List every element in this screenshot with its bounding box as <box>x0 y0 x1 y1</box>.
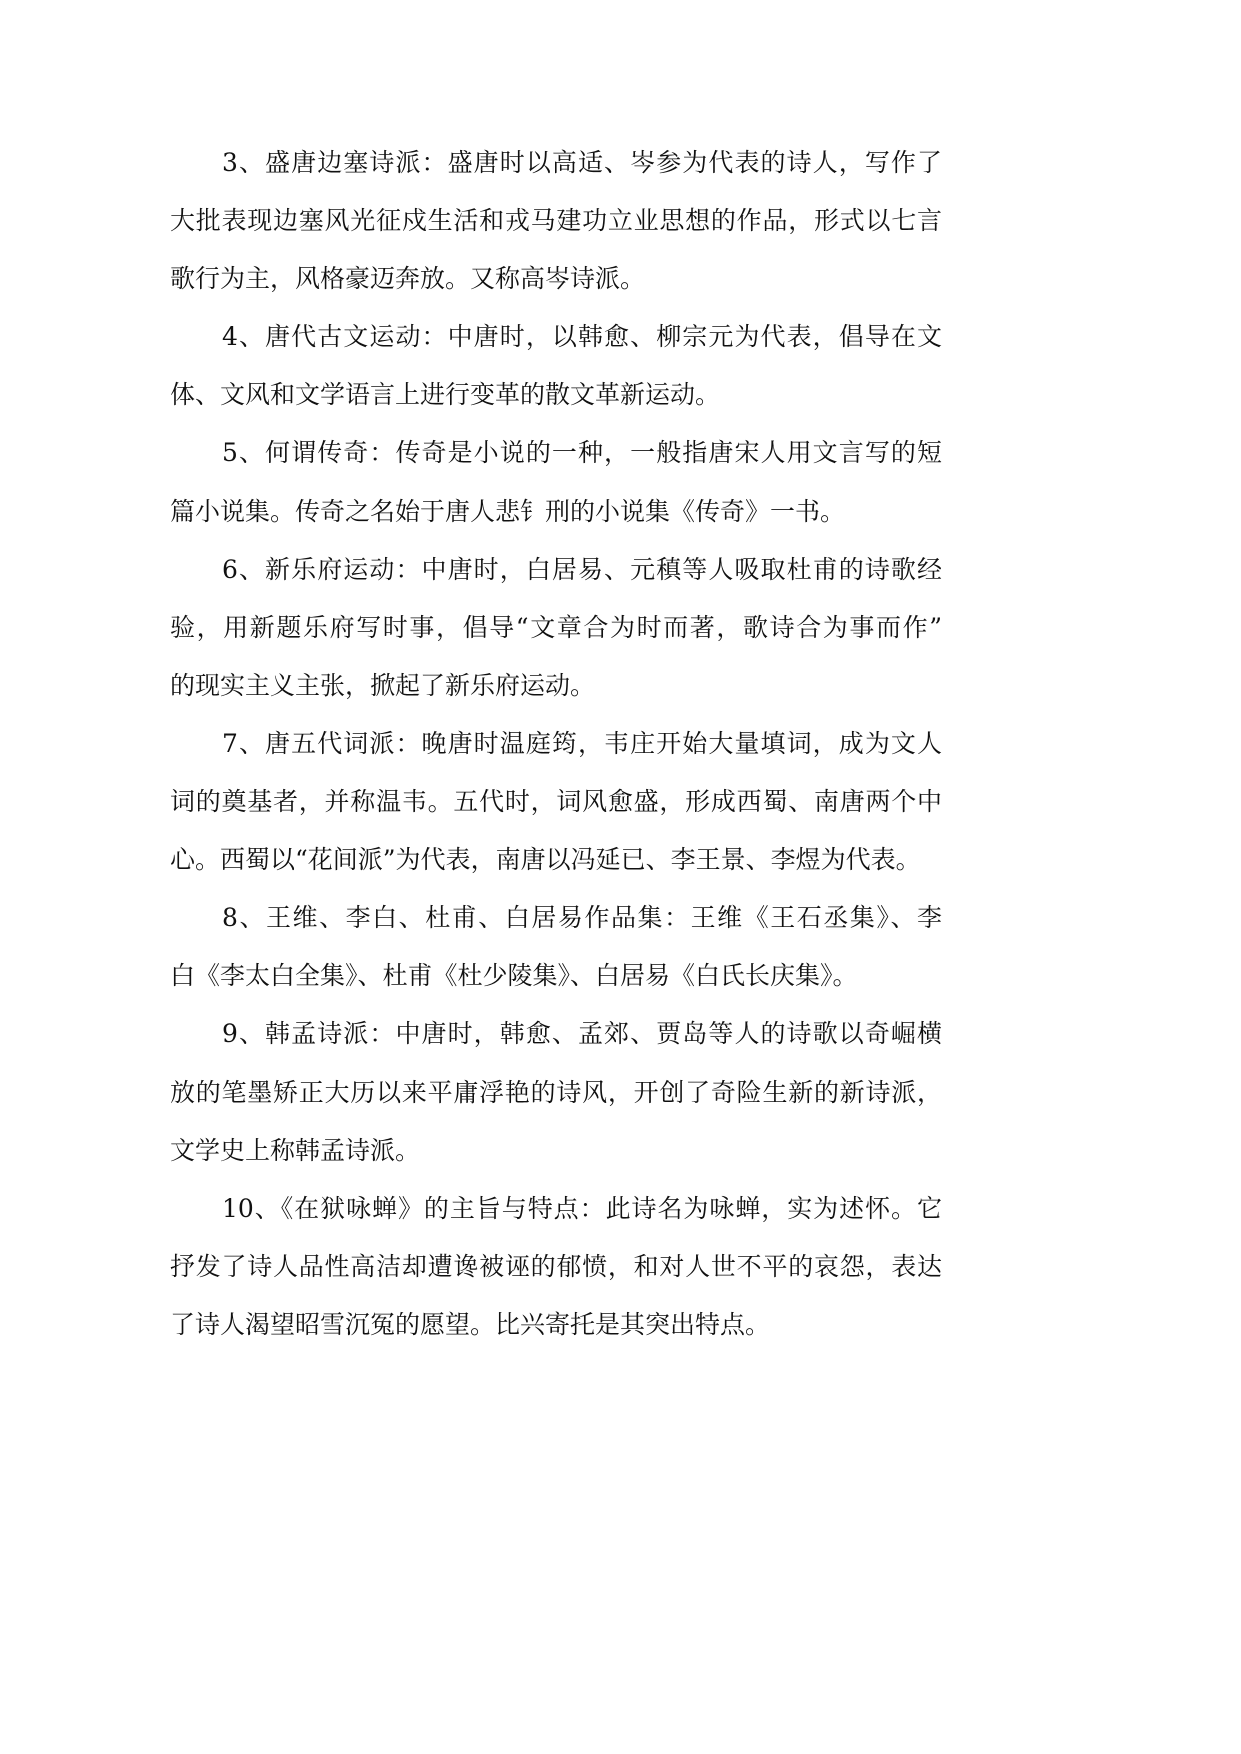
text-line: 文学史上称韩孟诗派。 <box>170 1135 421 1165</box>
text-line: 的现实主义主张，掀起了新乐府运动。 <box>170 670 596 700</box>
paragraph <box>170 320 942 436</box>
paragraph <box>170 1192 942 1366</box>
paragraph <box>170 727 942 901</box>
text-line: 大批表现边塞风光征戍生活和戎马建功立业思想的作品，形式以七言 <box>170 206 942 236</box>
text-line: 体、文风和文学语言上进行变革的散文革新运动。 <box>170 380 721 410</box>
text-line: 了诗人渴望昭雪沉冤的愿望。比兴寄托是其突出特点。 <box>170 1309 771 1339</box>
text-line: 放的笔墨矫正大历以来平庸浮艳的诗风，开创了奇险生新的新诗派， <box>170 1077 942 1107</box>
text-line: 歌行为主，风格豪迈奔放。又称高岑诗派。 <box>170 264 646 294</box>
paragraph <box>170 1017 942 1191</box>
document-body <box>170 146 942 1366</box>
paragraph <box>170 553 942 727</box>
text-line: 验，用新题乐府写时事，倡导“文章合为时而著，歌诗合为事而作” <box>170 612 942 642</box>
text-line: 词的奠基者，并称温韦。五代时，词风愈盛，形成西蜀、南唐两个中 <box>170 787 942 817</box>
text-line: 9、韩孟诗派：中唐时，韩愈、孟郊、贾岛等人的诗歌以奇崛横 <box>222 1019 942 1049</box>
text-line: 抒发了诗人品性高洁却遭谗被诬的郁愤，和对人世不平的哀怨，表达 <box>170 1251 942 1281</box>
paragraph <box>170 436 942 552</box>
text-line: 5、何谓传奇：传奇是小说的一种，一般指唐宋人用文言写的短 <box>222 438 942 468</box>
text-line: 4、唐代古文运动：中唐时，以韩愈、柳宗元为代表，倡导在文 <box>222 322 942 352</box>
text-line: 7、唐五代词派：晚唐时温庭筠，韦庄开始大量填词，成为文人 <box>222 728 942 758</box>
text-line: 3、盛唐边塞诗派：盛唐时以高适、岑参为代表的诗人，写作了 <box>222 148 942 177</box>
text-line: 6、新乐府运动：中唐时，白居易、元稹等人吸取杜甫的诗歌经 <box>222 554 942 584</box>
paragraph <box>170 146 942 320</box>
text-line: 8、王维、李白、杜甫、白居易作品集：王维《王石丞集》、李 <box>222 903 942 933</box>
text-line: 10、《在狱咏蝉》的主旨与特点：此诗名为咏蝉，实为述怀。它 <box>222 1193 942 1223</box>
text-line: 心。西蜀以“花间派”为代表，南唐以冯延已、李王景、李煜为代表。 <box>170 845 921 875</box>
text-line: 篇小说集。传奇之名始于唐人悲钅刑的小说集《传奇》一书。 <box>170 496 846 526</box>
paragraph <box>170 901 942 1017</box>
text-line: 白《李太白全集》、杜甫《杜少陵集》、白居易《白氏长庆集》。 <box>170 961 858 991</box>
